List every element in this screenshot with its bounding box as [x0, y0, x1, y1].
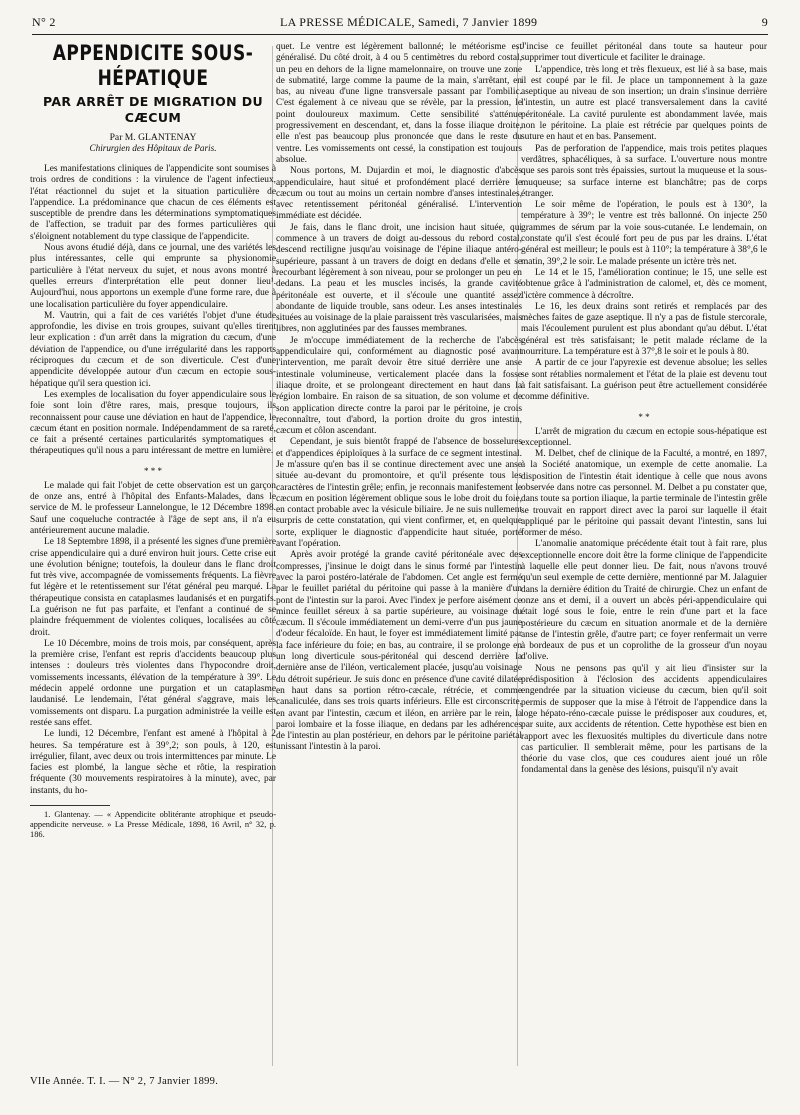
column-2 [276, 42, 522, 754]
paragraph: A partir de ce jour l'apyrexie est devenue absolue; les selles se sont rétablies normalement et l'état de la plaie est devenu tout à fait satisfaisant. La guérison peut être actuellement considérée comme définitive. [521, 358, 767, 403]
header-rule [32, 34, 768, 35]
paragraph: Le 10 Décembre, moins de trois mois, par conséquent, après la première crise, l'enfant est repris d'accidents beaucoup plus intenses : douleurs très violentes dans l'hypocondre droit, vomissements incessants, élévation de la température à 39°. Le médecin appelé ordonne une purgation et un cataplasme laudanisé. Le lendemain, l'état général s'aggrave, mais les vomissements ont disparu. La purgation administrée la veille est restée sans effet. [30, 638, 276, 728]
paragraph: quet. Le ventre est légèrement ballonné; le météorisme est généralisé. Du côté droit, à 4 ou 5 centimètres du rebord costal, un peu en dehors de la ligne mamelonnaire, on trouve une zone de submatité, large comme la paume de la main, s'arrêtant, en bas, au niveau d'une ligne transversale passant par l'ombilic. C'est également à ce niveau que se révèle, par la pression, le point douloureux maximum. Cette sensibilité s'atténue progressivement en descendant, et, dans la fosse iliaque droite, elle n'est pas beaucoup plus prononcée que dans le reste du ventre. Les vomissements ont cessé, la constipation est toujours absolue. [276, 42, 522, 165]
paragraph: L'anomalie anatomique précédente était tout à fait rare, plus exceptionnelle encore doit être la forme clinique de l'appendicite à laquelle elle peut donner lieu. De fait, nous n'avons trouvé qu'un seul exemple de cette dernière, mentionné par M. Jalaguier dans la dernière édition du Traité de chirurgie. Chez un enfant de onze ans et demi, il a ouvert un abcès péri-appendiculaire qui était logé sous le foie, entre le rein d'une part et la face postérieure du cæcum en situation anormale et de la dernière anse de l'intestin grêle, d'autre part; ce foyer renfermait un verre à bordeaux de pus et un coprolithe de la grosseur d'un noyau d'olive. [521, 539, 767, 663]
paragraph: Les exemples de localisation du foyer appendiculaire sous le foie sont loin d'être rares, mais, presque toujours, ils reconnaissent pour cause une déviation en haut de l'appendice, le cæcum étant en position normale. Indépendamment de sa rareté, ce fait a présenté certaines particularités symptomatiques et thérapeutiques qu'il nous a paru intéressant de mettre en lumière. [30, 389, 276, 457]
paragraph: Le 16, les deux drains sont retirés et remplacés par des mèches faites de gaze aseptique. Il n'y a pas de fistule stercorale, mais l'écoulement purulent est plus abondant qu'au début. L'état général est très satisfaisant; le petit malade réclame de la nourriture. La température est à 37°,8 le soir et le pouls à 80. [521, 301, 767, 358]
paragraph: L'arrêt de migration du cæcum en ectopie sous-hépatique est exceptionnel. [521, 426, 767, 448]
paragraph: Les manifestations cliniques de l'appendicite sont soumises à trois ordres de conditions : la virulence de l'agent infectieux, l'état réactionnel du sujet et la situation particulière de l'appendice. La prédominance que chacun de ces éléments est susceptible de prendre dans les déterminations symptomatiques de l'affection, se traduit par des formes particulières qui s'éloignent notablement du type classique de l'appendicite. [30, 164, 276, 242]
paragraph: Cependant, je suis bientôt frappé de l'absence de bosselures et d'appendices épiploïques à la surface de ce segment intestinal. Je m'assure qu'en bas il se continue directement avec une anse située au-devant du promontoire, et qu'il présente tous les caractères de l'intestin grêle; enfin, je reconnais manifestement le cæcum en position légèrement oblique sous le lobe droit du foie, en contact probable avec la vésicule biliaire. Je ne suis nullement surpris de cette constatation, qui vient confirmer, et, en quelque sorte, expliquer le diagnostic d'appendicite haut située, porté avant l'opération. [276, 437, 522, 550]
paragraph: Après avoir protégé la grande cavité péritonéale avec des compresses, j'insinue le doigt dans le sinus formé par l'intestin avec la paroi postéro-latérale de l'abdomen. Cet angle est fermé par le feuillet pariétal du péritoine qui passe à la manière d'un pont de l'intestin sur la paroi. Avec l'index je perfore aisément ce mince feuillet séreux à sa partie supérieure, au voisinage du cæcum. Il s'écoule immédiatement un demi-verre d'un pus jaune d'odeur fécaloïde. En haut, le foyer est immédiatement limité par la face inférieure du foie; en bas, au contraire, il se prolonge en un long diverticule sous-péritonéal qui descend derrière la dernière anse de l'iléon, verticalement placée, jusqu'au voisinage du détroit supérieur. Je suis donc en présence d'une cavité dilatée en haut dans sa portion rétro-cæcale, rétrécie, et comme canaliculée, dans ses trois quarts inférieurs. Elle est circonscrite, en avant par l'intestin, cæcum et iléon, en arrière par le rein, la paroi lombaire et la fosse iliaque, en dedans par les adhérences de l'intestin au plan postérieur, en dehors par le péritoine pariétal unissant l'intestin à la paroi. [276, 550, 522, 753]
article-subtitle: PAR ARRÊT DE MIGRATION DU CÆCUM [42, 94, 264, 125]
paragraph: M. Delbet, chef de clinique de la Faculté, a montré, en 1897, à la Société anatomique, un exemple de cette anomalie. La disposition de l'intestin était identique à celle que nous avons observée dans notre cas personnel. M. Delbet a pu constater que, dans toute sa portion iliaque, la partie terminale de l'intestin grêle se trouvait en rapport direct avec la paroi sur laquelle il était appliqué par le péritoine qui passait devant l'intestin, sans lui former de méso. [521, 449, 767, 539]
author-affiliation: Chirurgien des Hôpitaux de Paris. [89, 143, 217, 153]
issue-number: N° 2 [32, 14, 56, 29]
footnote: 1. Glantenay. — « Appendicite oblitérante atrophique et pseudo-appendicite nerveuse. » La Presse Médicale, 1898, 16 Avril, n° 32, p. 186. [30, 810, 276, 840]
paragraph: Je fais, dans le flanc droit, une incision haut située, qui commence à un travers de doigt au-dessous du rebord costal, descend rectiligne jusqu'au voisinage de l'épine iliaque antéro-supérieure, passant à un travers de doigt en dedans d'elle et se recourbant légèrement à son niveau, pour se prolonger un peu en dedans. La peau et les muscles incisés, la grande cavité péritonéale est ouverte, et il s'écoule une quantité assez abondante de liquide trouble, sans odeur. Les anses intestinales situées au voisinage de la plaie paraissent très vascularisées, mais libres, non agglutinées par des fausses membranes. [276, 222, 522, 335]
column-1 [30, 42, 276, 840]
paragraph: Pas de perforation de l'appendice, mais trois petites plaques verdâtres, sphacéliques, à sa surface. L'ouverture nous montre que ses parois sont très épaissies, surtout la muqueuse et la sous-muqueuse; sa surface interne est blanchâtre; pas de corps étranger. [521, 143, 767, 199]
paragraph: Nous ne pensons pas qu'il y ait lieu d'insister sur la prédisposition à l'éclosion des accidents appendiculaires engendrée par la situation vicieuse du cæcum, bien qu'il soit permis de supposer que la mise à l'étroit de l'appendice dans la loge hépato-réno-cæcale puisse le prédisposer aux coudures, et, par suite, aux accidents de rétention. Cette hypothèse est bien en rapport avec les flexuosités multiples du diverticule dans notre cas particulier. Il semblerait même, pour les partisans de la théorie du vase clos, que ces coudures aient joué un rôle fondamental dans la genèse des lésions, puisqu'il n'y avait [521, 663, 767, 776]
section-separator: * * [638, 411, 650, 422]
page-number: 9 [761, 14, 768, 29]
running-header [32, 14, 768, 30]
column-3 [521, 42, 767, 777]
paragraph: L'appendice, très long et très flexueux, est lié à sa base, mais il est coupé par le fil. Je place un tamponnement à la gaze aseptique au niveau de son insertion; un drain s'insinue derrière l'intestin, un autre est placé transversalement dans la cavité péritonéale. La cavité purulente est abondamment lavée, mais non le péritoine. La plaie est rétrécie par quelques points de suture en haut et en bas. Pansement. [521, 64, 767, 143]
page-footer: VIIe Année. T. I. — N° 2, 7 Janvier 1899. [30, 1076, 219, 1087]
paragraph: Nous avons étudié déjà, dans ce journal, une des variétés les plus intéressantes, celle qui emprunte sa physionomie particulière à l'état nerveux du sujet, et nous avons montré à quelles erreurs d'interprétation elle peut donner lieu¹. Aujourd'hui, nous apportons un exemple d'une forme rare, due à une localisation particulière du foyer appendiculaire. [30, 243, 276, 310]
paragraph: M. Vautrin, qui a fait de ces variétés l'objet d'une étude approfondie, les divise en trois groupes, suivant qu'elles tirent leur explication : d'un arrêt dans la migration du cæcum, d'une déviation de l'appendice, ou d'une irrégularité dans les rapports réciproques du cæcum et de son diverticule. C'est d'une appendicite développée autour d'un cæcum en ectopie sous-hépatique qu'il sera question ici. [30, 310, 276, 389]
paragraph: Nous portons, M. Dujardin et moi, le diagnostic d'abcès appendiculaire, haut situé et profondément placé derrière le cæcum ou tout au moins un certain nombre d'anses intestinales, avec retentissement péritonéal généralisé. L'intervention immédiate est décidée. [276, 166, 522, 222]
paragraph: Le soir même de l'opération, le pouls est à 130°, la température à 39°; le ventre est très ballonné. On injecte 250 grammes de sérum par la voie sous-cutanée. Le lendemain, on constate qu'il s'est écoulé fort peu de pus par les drains. L'état général est meilleur; le pouls est à 110°; la température à 38°,6 le matin, 39°,2 le soir. Le malade présente un ictère très net. [521, 200, 767, 267]
paragraph: Le 18 Septembre 1898, il a présenté les signes d'une première crise appendiculaire qui a duré environ huit jours. Cette crise eut une évolution bénigne; toutefois, la douleur dans le flanc droit fut très vive, accompagnée de vomissements fréquents. La fièvre fut légère et le retentissement sur l'état général peu marqué. La thérapeutique consista en cataplasmes laudanisés et en purgatifs. La guérison ne fut pas parfaite, et l'enfant a continué de se plaindre fréquemment de violentes coliques, localisées au côté droit. [30, 537, 276, 638]
paragraph: Le malade qui fait l'objet de cette observation est un garçon de onze ans, entré à l'hôpital des Enfants-Malades, dans le service de M. le professeur Lannelongue, le 12 Décembre 1898. Sauf une coqueluche contractée à l'âge de sept ans, il n'a eu antérieurement aucune maladie. [30, 480, 276, 536]
article-author: Par M. GLANTENAY [109, 132, 197, 143]
paragraph: Le lundi, 12 Décembre, l'enfant est amené à l'hôpital à 2 heures. Sa température est à 39°,2; son pouls, à 120, est irrégulier, filant, avec deux ou trois intermittences par minute. Le facies est plombé, la langue sèche et rôtie, la respiration fréquente (30 mouvements respiratoires à la minute), avec, par instants, du ho- [30, 729, 276, 796]
section-separator: * * * [144, 465, 162, 476]
article-title: APPENDICITE SOUS-HÉPATIQUE [52, 41, 254, 91]
article-heading [30, 41, 276, 154]
paragraph: Le 14 et le 15, l'amélioration continue; le 15, une selle est obtenue grâce à l'administration de calomel, et, dès ce moment, l'ictère commence à décroître. [521, 267, 767, 301]
paragraph: J'incise ce feuillet péritonéal dans toute sa hauteur pour supprimer tout diverticule et faciliter le drainage. [521, 42, 767, 64]
paragraph: Je m'occupe immédiatement de la recherche de l'abcès appendiculaire qui, conformément au diagnostic posé avant l'intervention, me paraît devoir être situé derrière une anse intestinale volumineuse, verticalement placée dans la fosse iliaque droite, et se prolongeant directement en haut dans la région lombaire. En raison de sa situation, de son volume et de son application directe contre la paroi par le péritoine, je crois reconnaître, tout d'abord, la portion droite du gros intestin, cæcum et côlon ascendant. [276, 335, 522, 437]
footnote-rule [30, 805, 110, 806]
publication-title: LA PRESSE MÉDICALE, Samedi, 7 Janvier 1899 [280, 14, 538, 29]
